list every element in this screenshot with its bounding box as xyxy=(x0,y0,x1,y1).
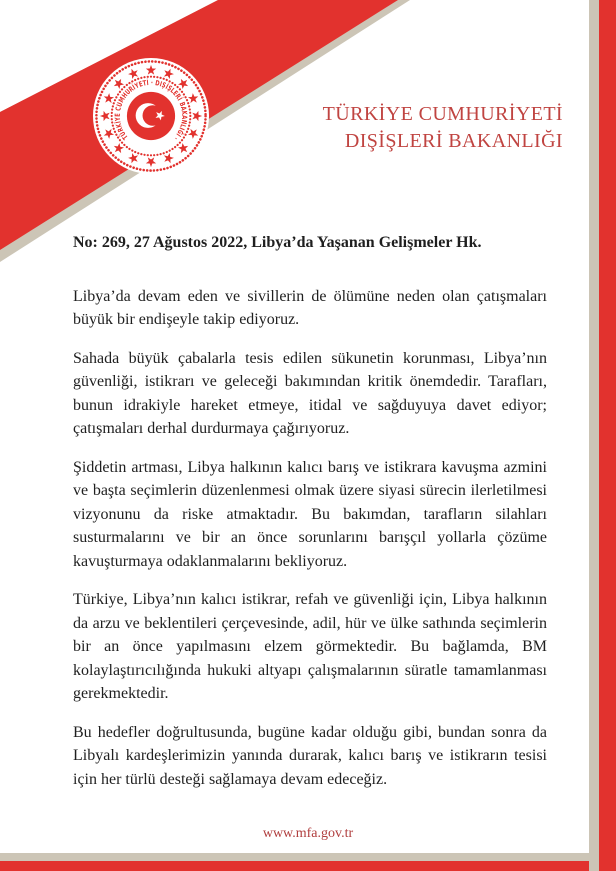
page-footer xyxy=(0,826,616,842)
ministry-title xyxy=(323,101,563,155)
seal-circular-text: TÜRKİYE CUMHURİYETİ · DIŞİŞLERİ BAKANLIĞI · xyxy=(112,77,190,143)
right-red-stripe xyxy=(599,0,616,871)
ministry-name-line2: DIŞİŞLERİ BAKANLIĞI xyxy=(344,130,563,152)
right-tan-stripe xyxy=(589,0,599,871)
ministry-seal-logo xyxy=(92,57,210,175)
paragraph: Şiddetin artması, Libya halkının kalıcı barış ve istikrara kavuşma azmini ve başta seçimlerin düzenlenmesi olmak üzere siyasi sürecin ilerletilmesi vizyonunu da riske atmaktadır. Bu bakımdan, tarafların silahları susturmalarını ve bir an önce sorunlarını barışçıl yollarla çözüme kavuşturmaya odaklanmalarını bekliyoruz. xyxy=(73,458,547,570)
document-body xyxy=(73,231,547,806)
paragraph: Türkiye, Libya’nın kalıcı istikrar, refah ve güvenliği için, Libya halkının da arzu ve beklentileri çerçevesinde, adil, hür ve ülke sathında seçimlerin bir an önce yapılmasını elzem görmektedir. Bu bağlamda, BM kolaylaştırıcılığında hukuki altyapı çalışmalarının süratle tamamlanması gerekmektedir. xyxy=(73,591,547,702)
document-heading: No: 269, 27 Ağustos 2022, Libya’da Yaşanan Gelişmeler Hk. xyxy=(73,234,482,251)
bottom-red-stripe xyxy=(0,861,616,871)
paragraph: Bu hedefler doğrultusunda, bugüne kadar olduğu gibi, bundan sonra da Libyalı kardeşlerimizin yanında durarak, kalıcı barış ve istikrarın tesisi için her türlü desteği sağlamaya devam edeceğiz. xyxy=(73,723,547,788)
website-link[interactable]: www.mfa.gov.tr xyxy=(262,826,354,841)
ministry-name-line1: TÜRKİYE CUMHURİYETİ xyxy=(322,103,563,125)
paragraph: Libya’da devam eden ve sivillerin de ölümüne neden olan çatışmaları büyük bir endişeyle takip ediyoruz. xyxy=(73,287,547,328)
crescent-star-icon xyxy=(127,92,175,140)
bottom-tan-stripe xyxy=(0,853,616,861)
paragraph: Sahada büyük çabalarla tesis edilen sükunetin korunması, Libya’nın güvenliği, istikrarı ve geleceği bakımından kritik önemdedir. Tarafları, bunun idrakiyle hareket etmeye, itidal ve sağduyuya davet ediyor; çatışmaları derhal durdurmaya çağırıyoruz. xyxy=(73,349,547,437)
